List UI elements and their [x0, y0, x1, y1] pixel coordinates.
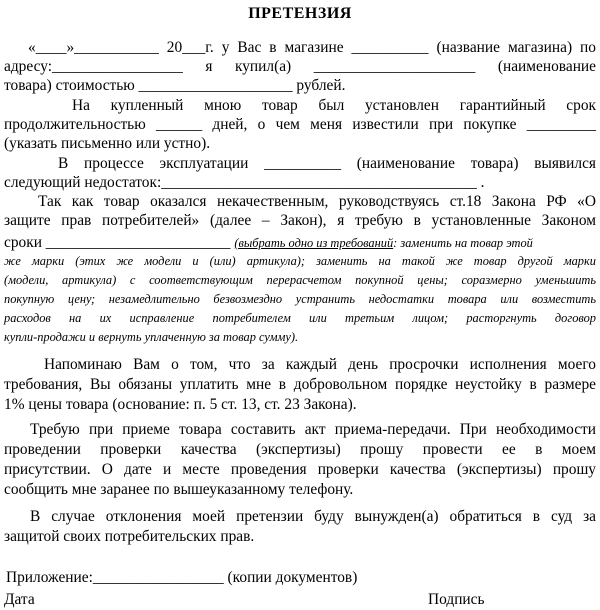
paragraph-line: покупную цену; незамедлительно безвозмездно устранить недостатки товара или возместить [4, 292, 596, 306]
document-title: ПРЕТЕНЗИЯ [248, 5, 352, 22]
paragraph-line [4, 233, 596, 252]
paragraph-line: (указать письменно или устно). [4, 135, 211, 152]
paragraph-line: товара) стоимостью ____________________ рублей. [4, 77, 346, 94]
paragraph-line: требования, Вы обязаны уплатить мне в добровольном порядке неустойку в размере [4, 376, 596, 393]
date-label: Дата [4, 591, 35, 608]
paragraph-line: присутствии. О дате и месте проведения проверки качества (экспертизы) прошу [4, 461, 596, 478]
paragraph-line: сообщить мне заранее по вышеуказанному телефону. [4, 481, 354, 498]
paragraph-line: адресу:_________________ я купил(а) _____________________ (наименование [4, 58, 596, 75]
paragraph-line: В случае отклонения моей претензии буду вынужден(а) обратиться в суд за [30, 508, 596, 525]
attachment-line: Приложение:_________________ (копии документов) [6, 569, 358, 586]
paragraph-line: Напоминаю Вам о том, что за каждый день просрочки исполнения моего [44, 356, 596, 373]
paragraph-line: Требую при приеме товара составить акт приема-передачи. При необходимости [30, 421, 596, 438]
paragraph-line: же марки (этих же модели и (или) артикула); заменить на такой же товар другой марки [4, 254, 596, 268]
deadline-blank: сроки ________________________ [4, 234, 235, 251]
paragraph-line: расходов на их исправление потребителем или третьим лицом; расторгнуть договор [4, 311, 596, 325]
paragraph-line: «____»___________ 20___г. у Вас в магазине __________ (название магазина) по [28, 39, 596, 56]
paragraph-line: На купленный мною товар был установлен гарантийный срок [72, 97, 596, 114]
signature-label: Подпись [428, 591, 485, 608]
paragraph-line: В процессе эксплуатации __________ (наименование товара) выявился [58, 155, 596, 172]
paragraph-line: защитой своих потребительских прав. [4, 528, 255, 545]
requirement-option: : заменить на товар этой [393, 236, 533, 250]
paragraph-line: продолжительностью ______ дней, о чем меня известили при покупке _________ [4, 116, 596, 133]
paragraph-line: (модели, артикула) с соответствующим перерасчетом покупной цены; соразмерно уменьшить [4, 273, 596, 287]
paragraph-line: Так как товар оказался некачественным, руководствуясь ст.18 Закона РФ «О [38, 193, 596, 210]
paragraph-line: защите прав потребителей» (далее – Закон), я требую в установленные Законом [4, 212, 596, 229]
paragraph-line: проведении проверки качества (экспертизы) прошу провести ее в моем [4, 441, 596, 458]
choose-requirement-note: (выбрать одно из требований [234, 236, 394, 250]
paragraph-line: купли-продажи и вернуть уплаченную за товар сумму). [4, 330, 299, 344]
paragraph-line: 1% цены товара (основание: п. 5 ст. 13, ст. 23 Закона). [4, 396, 357, 413]
paragraph-line: следующий недостаток:_________________________________________ . [4, 174, 485, 191]
